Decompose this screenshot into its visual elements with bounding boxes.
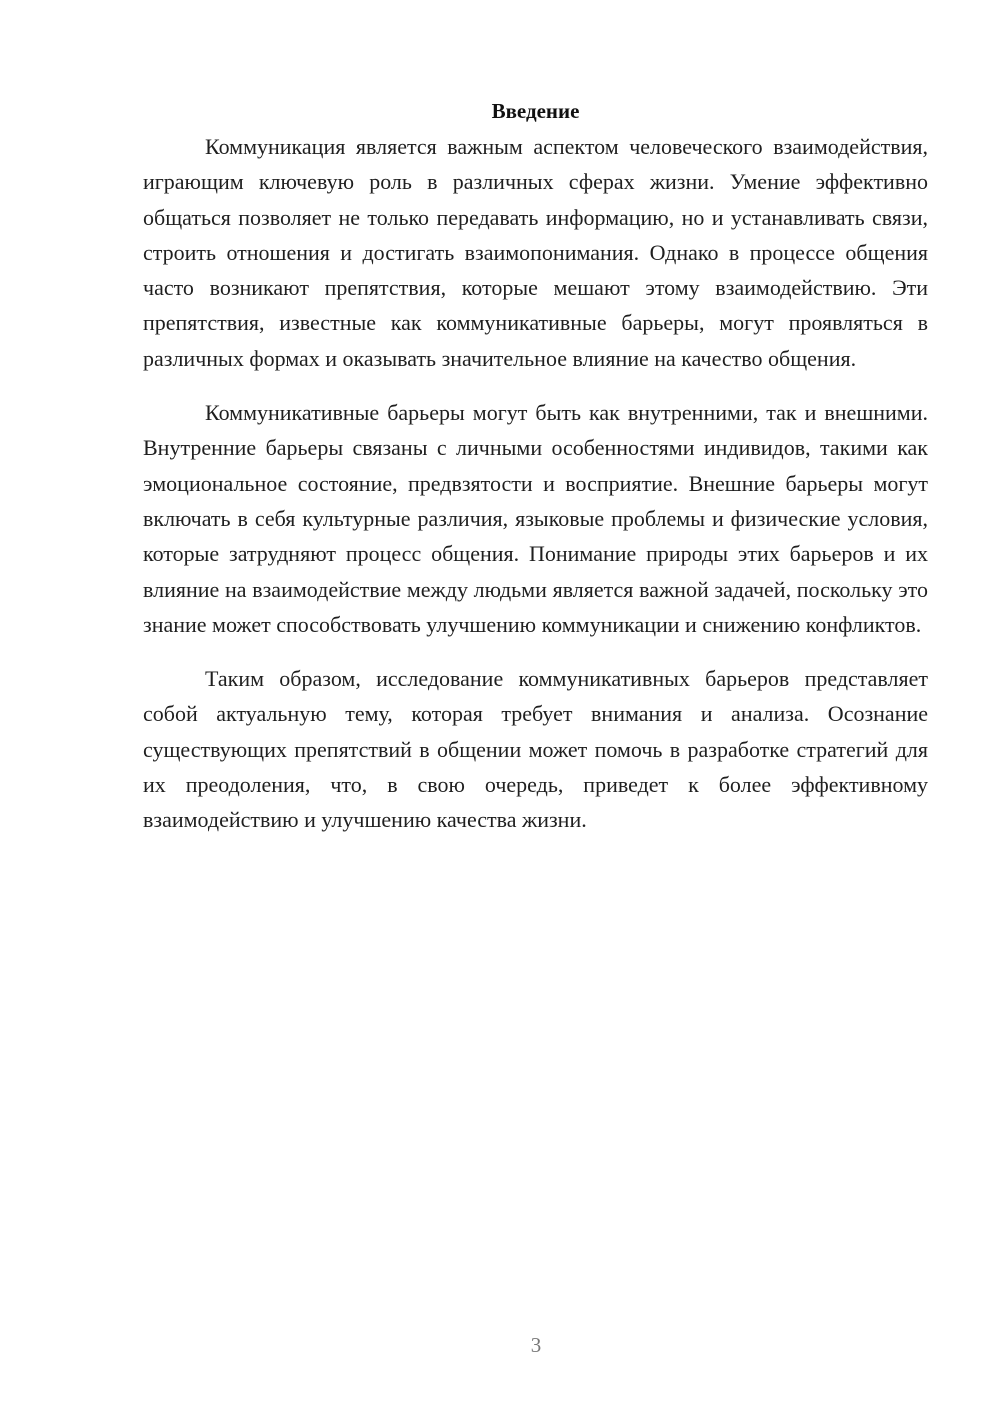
paragraph-1: Коммуникация является важным аспектом человеческого взаимодействия, играющим ключевую роль в различных сферах жизни. Умение эффективно общаться позволяет не только передавать информацию, но и устанавливать связи, строить отношения и достигать взаимопонимания. Однако в процессе общения часто возникают препятствия, которые мешают этому взаимодействию. Эти препятствия, известные как коммуникативные барьеры, могут проявляться в различных формах и оказывать значительное влияние на качество общения. (143, 134, 928, 371)
section-title: Введение (491, 99, 580, 123)
page-number: 3 (530, 1333, 542, 1357)
paragraph-2: Коммуникативные барьеры могут быть как внутренними, так и внешними. Внутренние барьеры связаны с личными особенностями индивидов, такими как эмоциональное состояние, предвзятости и восприятие. Внешние барьеры могут включать в себя культурные различия, языковые проблемы и физические условия, которые затрудняют процесс общения. Понимание природы этих барьеров и их влияние на взаимодействие между людьми является важной задачей, поскольку это знание может способствовать улучшению коммуникации и снижению конфликтов. (143, 400, 928, 637)
page-content (143, 96, 928, 857)
paragraph-3: Таким образом, исследование коммуникативных барьеров представляет собой актуальную тему, которая требует внимания и анализа. Осознание существующих препятствий в общении может помочь в разработке стратегий для их преодоления, что, в свою очередь, приведет к более эффективному взаимодействию и улучшению качества жизни. (143, 666, 928, 833)
